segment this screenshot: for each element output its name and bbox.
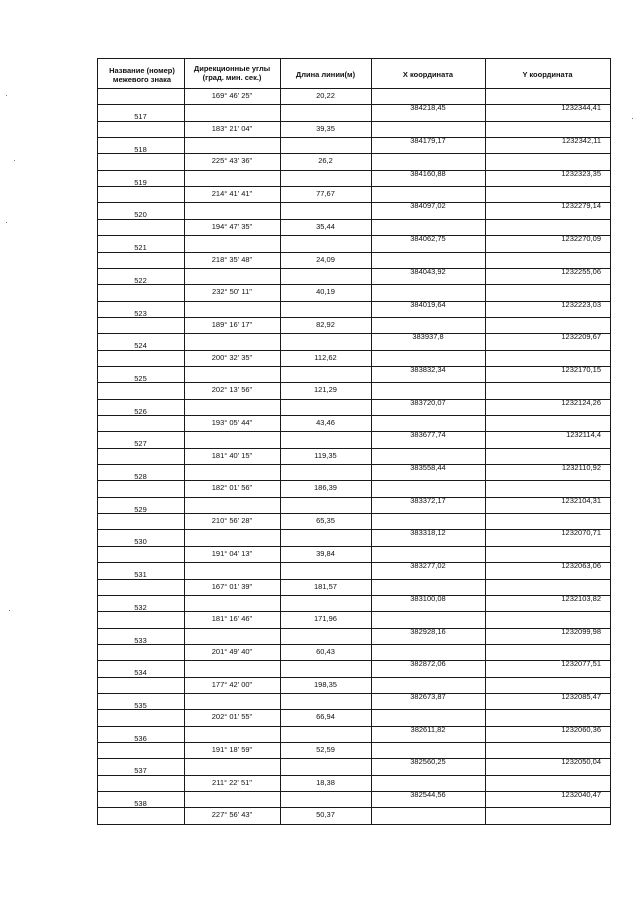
line-length-cell: 52,59 <box>316 745 335 754</box>
y-coordinate-cell: 1232124,26 <box>561 398 601 407</box>
bearing-angle-cell: 201° 49' 40" <box>211 647 253 656</box>
table-row-line <box>97 219 611 220</box>
scan-speck <box>560 660 561 661</box>
x-coordinate-cell: 383558,44 <box>410 463 446 472</box>
bearing-angle-cell: 232° 50' 11" <box>212 287 252 296</box>
point-name-cell: 521 <box>134 243 147 252</box>
point-name-cell: 525 <box>134 374 147 383</box>
bearing-angle-cell: 218° 35' 48" <box>211 255 253 264</box>
point-name-cell: 524 <box>134 341 147 350</box>
line-length-cell: 77,67 <box>316 189 335 198</box>
point-name-cell: 530 <box>134 537 147 546</box>
x-coordinate-cell: 382611,82 <box>410 725 446 734</box>
x-coordinate-cell: 384097,02 <box>410 201 446 210</box>
x-coordinate-cell: 384160,88 <box>410 169 446 178</box>
scan-speck <box>6 95 7 96</box>
scan-speck <box>632 118 633 119</box>
point-name-cell: 536 <box>134 734 147 743</box>
line-length-cell: 60,43 <box>316 647 335 656</box>
bearing-angle-cell: 200° 32' 35" <box>211 353 253 362</box>
bearing-angle-cell: 181° 16' 46" <box>211 614 253 623</box>
point-name-cell: 531 <box>134 570 147 579</box>
line-length-cell: 20,22 <box>316 91 335 100</box>
bearing-angle-cell: 191° 18' 59" <box>211 745 253 754</box>
y-coordinate-cell: 1232110,92 <box>561 463 601 472</box>
table-row-line <box>97 350 611 351</box>
point-name-cell: 518 <box>134 145 147 154</box>
table-column-line <box>184 58 185 824</box>
table-column-line <box>280 58 281 824</box>
header-point-name-line1: Название (номер) <box>109 66 175 75</box>
point-name-cell: 519 <box>134 178 147 187</box>
bearing-angle-cell: 182° 01' 56" <box>211 483 253 492</box>
point-name-cell: 537 <box>134 766 147 775</box>
y-coordinate-cell: 1232060,36 <box>561 725 601 734</box>
scan-speck <box>6 222 7 223</box>
point-name-cell: 528 <box>134 472 147 481</box>
line-length-cell: 121,29 <box>314 385 337 394</box>
x-coordinate-cell: 383100,08 <box>410 594 446 603</box>
line-length-cell: 186,39 <box>314 483 337 492</box>
table-row-line <box>97 121 611 122</box>
x-coordinate-cell: 383277,02 <box>410 561 446 570</box>
table-row-line <box>97 775 611 776</box>
scan-speck <box>9 610 10 611</box>
y-coordinate-cell: 1232344,41 <box>561 103 601 112</box>
y-coordinate-cell: 1232255,06 <box>561 267 601 276</box>
table-row-line <box>97 579 611 580</box>
bearing-angle-cell: 194° 47' 35" <box>211 222 253 231</box>
y-coordinate-cell: 1232342,11 <box>561 136 601 145</box>
header-point-name-line2: межевого знака <box>112 75 172 84</box>
x-coordinate-cell: 382544,56 <box>410 790 446 799</box>
header-point-name <box>100 66 184 84</box>
y-coordinate-cell: 1232085,47 <box>561 692 601 701</box>
y-coordinate-cell: 1232223,03 <box>561 300 601 309</box>
header-x-coordinate: X координата <box>402 70 454 79</box>
line-length-cell: 24,09 <box>316 255 335 264</box>
point-name-cell: 527 <box>134 439 147 448</box>
x-coordinate-cell: 383720,07 <box>410 398 446 407</box>
y-coordinate-cell: 1232270,09 <box>561 234 601 243</box>
line-length-cell: 43,46 <box>316 418 335 427</box>
table-row-line <box>97 677 611 678</box>
bearing-angle-cell: 191° 04' 13" <box>211 549 253 558</box>
line-length-cell: 198,35 <box>314 680 337 689</box>
line-length-cell: 181,57 <box>314 582 337 591</box>
y-coordinate-cell: 1232279,14 <box>561 201 601 210</box>
y-coordinate-cell: 1232323,35 <box>561 169 601 178</box>
point-name-cell: 534 <box>134 668 147 677</box>
y-coordinate-cell: 1232104,31 <box>561 496 601 505</box>
y-coordinate-cell: 1232050,04 <box>561 757 601 766</box>
bearing-angle-cell: 202° 13' 56" <box>211 385 253 394</box>
table-border-top <box>97 58 611 59</box>
line-length-cell: 35,44 <box>316 222 335 231</box>
x-coordinate-cell: 382872,06 <box>410 659 446 668</box>
x-coordinate-cell: 382673,87 <box>410 692 446 701</box>
header-bearing-line2: (град. мин. сек.) <box>202 73 262 82</box>
line-length-cell: 40,19 <box>316 287 335 296</box>
line-length-cell: 171,96 <box>314 614 337 623</box>
line-length-cell: 39,84 <box>316 549 335 558</box>
bearing-angle-cell: 210° 56' 28" <box>211 516 253 525</box>
point-name-cell: 535 <box>134 701 147 710</box>
x-coordinate-cell: 382560,25 <box>410 757 446 766</box>
y-coordinate-cell: 1232170,15 <box>561 365 601 374</box>
bearing-angle-cell: 227° 56' 43" <box>211 810 253 819</box>
y-coordinate-cell: 1232077,51 <box>561 659 601 668</box>
table-row-line <box>97 448 611 449</box>
x-coordinate-cell: 383677,74 <box>410 430 446 439</box>
point-name-cell: 533 <box>134 636 147 645</box>
header-y-coordinate: Y координата <box>522 70 573 79</box>
header-bearing <box>184 64 280 82</box>
bearing-angle-cell: 169° 46' 25" <box>211 91 253 100</box>
x-coordinate-cell: 384043,92 <box>410 267 446 276</box>
y-coordinate-cell: 1232099,98 <box>561 627 601 636</box>
x-coordinate-cell: 384062,75 <box>410 234 446 243</box>
line-length-cell: 26,2 <box>318 156 333 165</box>
line-length-cell: 50,37 <box>316 810 335 819</box>
table-column-line <box>610 58 611 824</box>
bearing-angle-cell: 225° 43' 36" <box>211 156 253 165</box>
header-length: Длина линии(м) <box>295 70 356 79</box>
y-coordinate-cell: 1232070,71 <box>561 528 601 537</box>
line-length-cell: 112,62 <box>314 353 337 362</box>
y-coordinate-cell: 1232063,06 <box>561 561 601 570</box>
x-coordinate-cell: 383937,8 <box>412 332 444 341</box>
line-length-cell: 119,35 <box>314 451 337 460</box>
bearing-angle-cell: 181° 40' 15" <box>211 451 253 460</box>
point-name-cell: 532 <box>134 603 147 612</box>
point-name-cell: 526 <box>134 407 147 416</box>
line-length-cell: 39,35 <box>316 124 335 133</box>
x-coordinate-cell: 383318,12 <box>410 528 446 537</box>
y-coordinate-cell: 1232103,82 <box>561 594 601 603</box>
point-name-cell: 523 <box>134 309 147 318</box>
line-length-cell: 66,94 <box>316 712 335 721</box>
table-row-line <box>97 824 611 825</box>
table-row-line <box>97 88 611 89</box>
y-coordinate-cell: 1232040,47 <box>561 790 601 799</box>
bearing-angle-cell: 177° 42' 00" <box>211 680 253 689</box>
x-coordinate-cell: 384179,17 <box>410 136 446 145</box>
scan-speck <box>14 160 15 161</box>
bearing-angle-cell: 189° 16' 17" <box>211 320 253 329</box>
bearing-angle-cell: 202° 01' 55" <box>211 712 253 721</box>
point-name-cell: 538 <box>134 799 147 808</box>
y-coordinate-cell: 1232114,4 <box>566 430 601 439</box>
bearing-angle-cell: 193° 05' 44" <box>211 418 253 427</box>
x-coordinate-cell: 384218,45 <box>410 103 446 112</box>
bearing-angle-cell: 214° 41' 41" <box>211 189 253 198</box>
bearing-angle-cell: 167° 01' 39" <box>211 582 253 591</box>
line-length-cell: 18,38 <box>316 778 335 787</box>
x-coordinate-cell: 382928,16 <box>410 627 446 636</box>
point-name-cell: 529 <box>134 505 147 514</box>
header-bearing-line1: Дирекционные углы <box>193 64 271 73</box>
point-name-cell: 522 <box>134 276 147 285</box>
x-coordinate-cell: 383832,34 <box>410 365 446 374</box>
bearing-angle-cell: 183° 21' 04" <box>211 124 253 133</box>
point-name-cell: 517 <box>134 112 147 121</box>
bearing-angle-cell: 211° 22' 51" <box>212 778 252 787</box>
x-coordinate-cell: 384019,64 <box>410 300 446 309</box>
table-row-line <box>97 546 611 547</box>
point-name-cell: 520 <box>134 210 147 219</box>
table-row-line <box>97 252 611 253</box>
line-length-cell: 82,92 <box>316 320 335 329</box>
y-coordinate-cell: 1232209,67 <box>561 332 601 341</box>
line-length-cell: 65,35 <box>316 516 335 525</box>
x-coordinate-cell: 383372,17 <box>410 496 446 505</box>
